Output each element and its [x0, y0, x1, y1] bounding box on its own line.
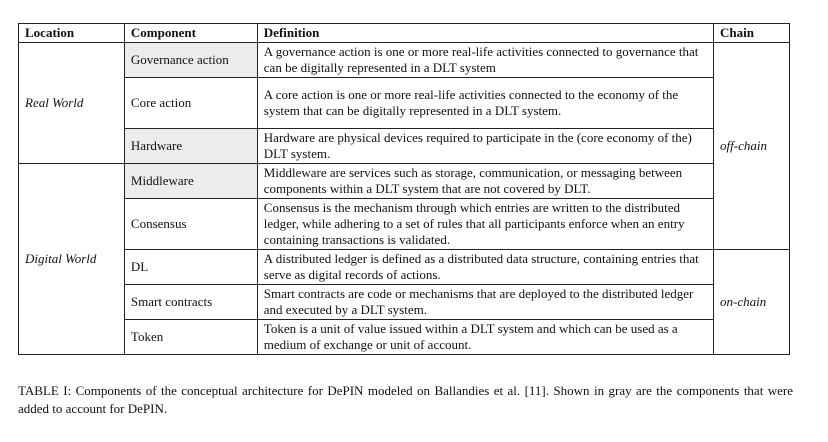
component-cell: Consensus [124, 199, 257, 250]
definition-cell: Token is a unit of value issued within a DLT system and which can be used as a medium of exchange or unit of account. [257, 320, 713, 355]
definition-cell: Smart contracts are code or mechanisms that are deployed to the distributed ledger and executed by a DLT system. [257, 285, 713, 320]
definition-cell: A distributed ledger is defined as a distributed data structure, containing entries that serve as digital records of actions. [257, 250, 713, 285]
component-cell: Hardware [124, 129, 257, 164]
definition-cell: A core action is one or more real-life activities connected to the economy of the system that can be digitally represented in a DLT system. [257, 78, 713, 129]
chain-off-chain: off-chain [714, 43, 790, 250]
location-real-world: Real World [19, 43, 125, 164]
component-cell: Core action [124, 78, 257, 129]
table-row [19, 78, 790, 129]
component-cell: Token [124, 320, 257, 355]
components-table [18, 23, 790, 355]
table-header-row [19, 24, 790, 43]
table-row [19, 320, 790, 355]
definition-cell: Hardware are physical devices required to participate in the (core economy of the) DLT system. [257, 129, 713, 164]
component-cell: Middleware [124, 164, 257, 199]
definition-cell: A governance action is one or more real-life activities connected to governance that can be digitally represented in a DLT system [257, 43, 713, 78]
location-digital-world: Digital World [19, 164, 125, 355]
definition-cell: Middleware are services such as storage, communication, or messaging between components within a DLT system that are not covered by DLT. [257, 164, 713, 199]
header-component: Component [124, 24, 257, 43]
table-row [19, 164, 790, 199]
table-row [19, 199, 790, 250]
table-row [19, 43, 790, 78]
header-location: Location [19, 24, 125, 43]
table-caption: TABLE I: Components of the conceptual architecture for DePIN modeled on Ballandies et al. [11]. Shown in gray are the components that were added to account for DePIN. [18, 383, 793, 416]
definition-cell: Consensus is the mechanism through which entries are written to the distributed ledger, while adhering to a set of rules that all participants enforce when an entry containing transactions is validated. [257, 199, 713, 250]
table-row [19, 129, 790, 164]
header-chain: Chain [714, 24, 790, 43]
component-cell: DL [124, 250, 257, 285]
table-row [19, 250, 790, 285]
chain-on-chain: on-chain [714, 250, 790, 355]
header-definition: Definition [257, 24, 713, 43]
component-cell: Governance action [124, 43, 257, 78]
component-cell: Smart contracts [124, 285, 257, 320]
table-row [19, 285, 790, 320]
